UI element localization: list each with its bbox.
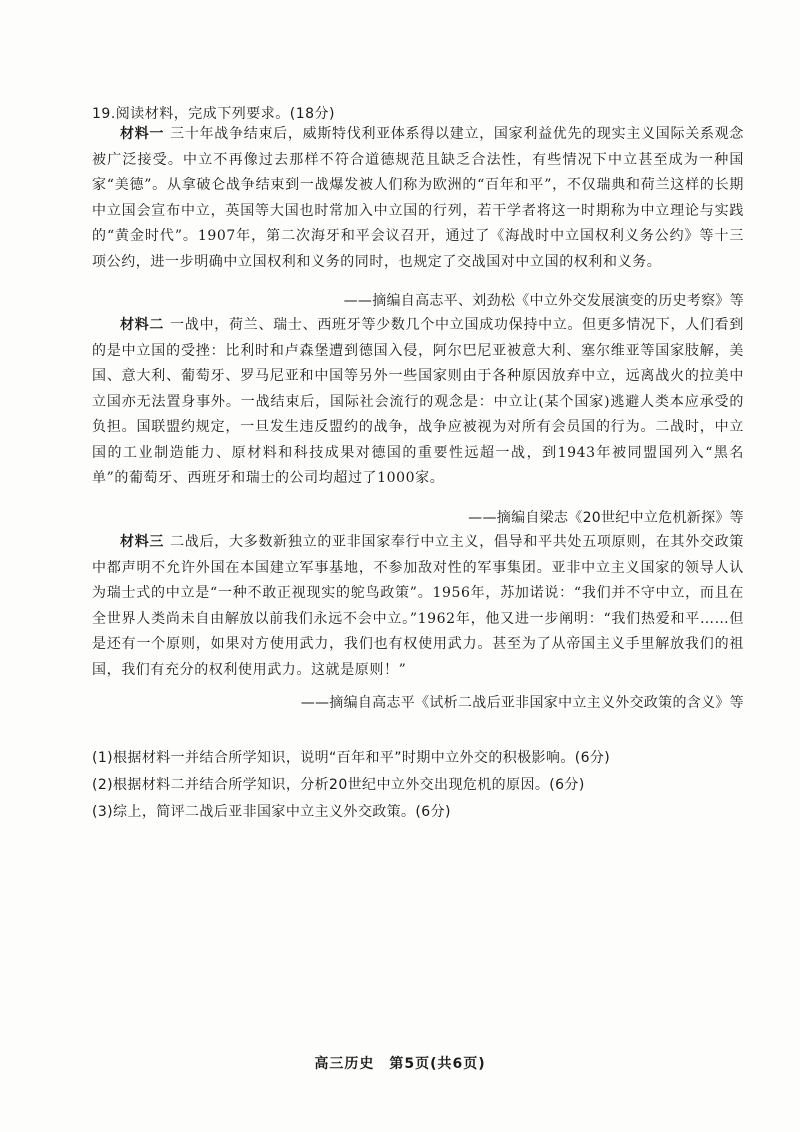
- material-1-text: 三十年战争结束后，威斯特伐利亚体系得以建立，国家利益优先的现实主义国际关系观念被广泛接受。中立不再像过去那样不符合道德规范且缺乏合法性，有些情况下中立甚至成为一种国家“美德”。从拿破仑战争结束到一战爆发被人们称为欧洲的“百年和平”，不仅瑞典和荷兰这样的长期中立国会宣布中立，英国等大国也时常加入中立国的行列，若干学者将这一时期称为中立理论与实践的“黄金时代”。1907年，第二次海牙和平会议召开，通过了《海战时中立国权利义务公约》等十三项公约，进一步明确中立国权利和义务的同时，也规定了交战国对中立国的权利和义务。: [92, 126, 744, 270]
- material-2-text: 一战中，荷兰、瑞士、西班牙等少数几个中立国成功保持中立。但更多情况下，人们看到的是中立国的受挫：比利时和卢森堡遭到德国入侵，阿尔巴尼亚被意大利、塞尔维亚等国家肢解，美国、意大利、葡萄牙、罗马尼亚和中国等另外一些国家则由于各种原因放弃中立，远离战火的拉美中立国亦无法置身事外。一战结束后，国际社会流行的观念是：中立让(某个国家)逃避人类本应承受的负担。国联盟约规定，一旦发生违反盟约的战争，战争应被视为对所有会员国的行为。二战时，中立国的工业制造能力、原材料和科技成果对德国的重要性远超一战，到1943年被同盟国列入“黑名单”的葡萄牙、西班牙和瑞士的公司均超过了1000家。: [92, 317, 744, 486]
- question-title: 19.阅读材料，完成下列要求。(18分): [92, 106, 336, 122]
- sub-question-2: (2)根据材料二并结合所学知识，分析20世纪中立外交出现危机的原因。(6分): [92, 777, 585, 793]
- material-3: [92, 530, 744, 683]
- sub-question-3: (3)综上，简评二战后亚非国家中立主义外交政策。(6分): [92, 804, 451, 820]
- sub-question-1: (1)根据材料一并结合所学知识，说明“百年和平”时期中立外交的积极影响。(6分): [92, 750, 611, 766]
- material-3-label: 材料三: [120, 534, 165, 550]
- material-2-label: 材料二: [120, 317, 165, 333]
- material-1-source: ——摘编自高志平、刘劲松《中立外交发展演变的历史考察》等: [343, 293, 744, 309]
- sub-question-list: [92, 745, 742, 826]
- material-3-source: ——摘编自高志平《试析二战后亚非国家中立主义外交政策的含义》等: [300, 695, 744, 711]
- material-3-text: 二战后，大多数新独立的亚非国家奉行中立主义，倡导和平共处五项原则，在其外交政策中都声明不允许外国在本国建立军事基地，不参加敌对性的军事集团。亚非中立主义国家的领导人认为瑞士式的中立是“一种不敢正视现实的鸵鸟政策”。1956年，苏加诺说：“我们并不守中立，而且在全世界人类尚未自由解放以前我们永远不会中立。”1962年，他又进一步阐明：“我们热爱和平……但是还有一个原则，如果对方使用武力，我们也有权使用武力。甚至为了从帝国主义手里解放我们的祖国，我们有充分的权利使用武力。这就是原则！”: [92, 534, 744, 678]
- material-1: [92, 122, 744, 275]
- material-1-label: 材料一: [120, 126, 165, 142]
- page-footer: 高三历史 第5页(共6页): [314, 1056, 486, 1072]
- material-2-source: ——摘编自梁志《20世纪中立危机新探》等: [468, 510, 744, 526]
- material-2: [92, 313, 744, 492]
